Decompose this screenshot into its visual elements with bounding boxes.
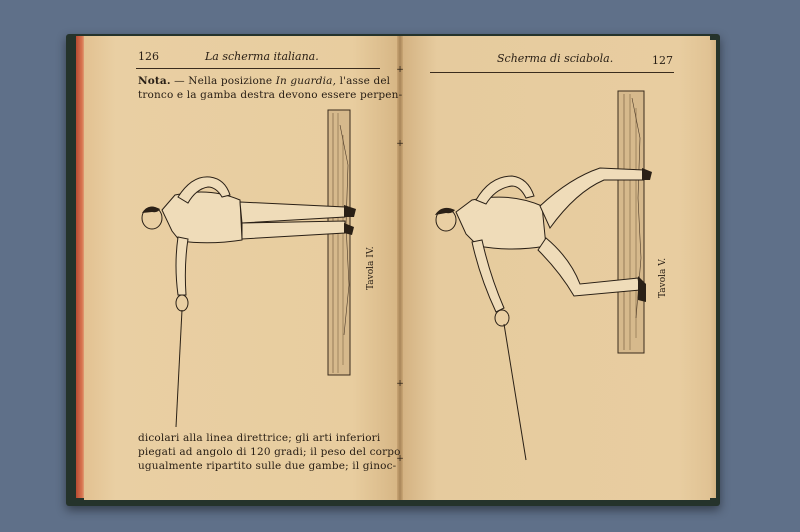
left-header-rule	[136, 68, 380, 69]
left-note-line-1	[138, 75, 390, 87]
fencer-illustration-tavola-iv	[130, 105, 370, 435]
binding-stitch: +	[396, 379, 404, 389]
left-body-line-b: piegati ad angolo di 120 gradi; il peso del corpo	[138, 446, 401, 458]
left-page-number: 126	[138, 50, 159, 63]
left-body-line-c: ugualmente ripartito sulle due gambe; il ginoc-	[138, 460, 397, 472]
left-note-line-2: tronco e la gamba destra devono essere perpen-	[138, 89, 403, 101]
left-plate-caption: Tavola IV.	[366, 246, 376, 290]
note-italic: In guardia,	[275, 75, 337, 87]
right-header-rule	[430, 72, 674, 73]
binding-stitch: +	[396, 139, 404, 149]
note-label: Nota.	[138, 75, 171, 87]
fencer-illustration-tavola-v	[420, 88, 660, 468]
binding-stitch: +	[396, 454, 404, 464]
note-rest: l'asse del	[336, 75, 391, 87]
binding-stitch: +	[396, 65, 404, 75]
right-plate-caption: Tavola V.	[658, 257, 668, 298]
right-page-number: 127	[652, 54, 673, 67]
right-running-head: Scherma di sciabola.	[497, 52, 614, 65]
book-gutter	[397, 36, 403, 500]
left-running-head: La scherma italiana.	[205, 50, 319, 63]
note-dash: — Nella posizione	[170, 75, 276, 87]
left-body-line-a: dicolari alla linea direttrice; gli arti inferiori	[138, 432, 381, 444]
